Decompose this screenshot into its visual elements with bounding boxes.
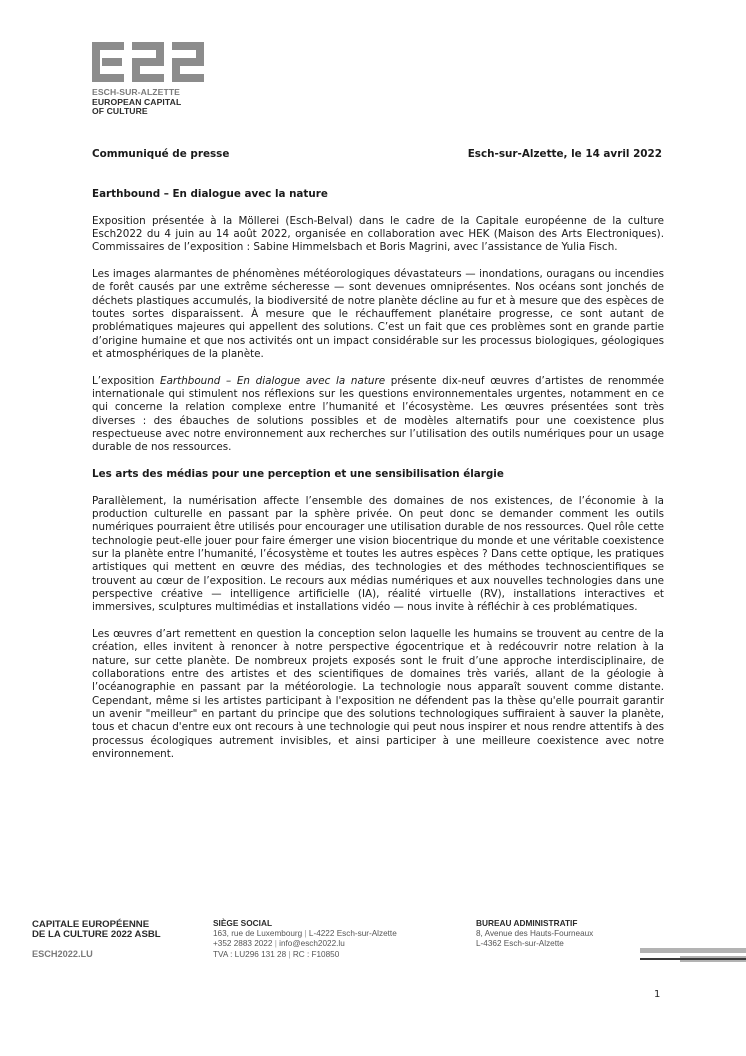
footer-admin-office xyxy=(476,918,593,950)
intro-paragraph: Exposition présentée à la Möllerei (Esch-Belval) dans le cadre de la Capitale européenne de la culture Esch2022 du 4 juin au 14 août 2022, organisée en collaboration avec HEK (Maison des Arts Electroniques). Commissaires de l’exposition : Sabine Himmelsbach et Boris Magrini, avec l’assistance de Yulia Fisch. xyxy=(92,214,664,254)
e22-logo-mark xyxy=(92,42,204,82)
logo-wordmark xyxy=(92,88,212,117)
hq-street: 163, rue de Luxembourg xyxy=(213,928,303,938)
place-and-date: Esch-sur-Alzette, le 14 avril 2022 xyxy=(467,148,662,160)
decorative-stripe xyxy=(640,948,746,953)
paragraph-2-rest: présente dix-neuf œuvres d’artistes de renommée internationale qui stimulent nos réflexions sur les questions environnementales urgentes, notamment en ce qui concerne la relation complexe entre l’humanité et l’écosystème. Les œuvres présentées sont très diverses : des ébauches de solutions possibles et de modèles alternatifs pour une coexistence plus respectueuse avec notre environnement aux recherches sur l’utilisation des outils numériques pour un usage durable de nos ressources. xyxy=(92,374,664,454)
paragraph-2 xyxy=(92,375,664,455)
head-office-title: SIÈGE SOCIAL xyxy=(213,918,273,928)
logo-line-1: ESCH-SUR-ALZETTE xyxy=(92,87,181,97)
paragraph-3: Parallèlement, la numérisation affecte l’ensemble des domaines de nos existences, de l’économie à la production culturelle en passant par la sphère privée. On peut donc se demander comment les outils numériques pourraient être utilisés pour encourager une utilisation durable de nos ressources. Quel rôle cette technologie peut-elle jouer pour faire émerger une vision biocentrique du monde et une véritable coexistence sur la planète entre l’humanité, l’écosystème et toutes les autres espèces ? Dans cette optique, les pratiques artistiques qui mettent en œuvre des médias, des technologies et des méthodes technoscientifiques se trouvent au cœur de l’exposition. Le recours aux médias numériques et aux nouvelles technologies dans une perspective créative — intelligence artificielle (IA), réalité virtuelle (RV), installations interactives et immersives, sculptures multimédias et installations vidéo — nous invite à réfléchir à ces problématiques. xyxy=(92,494,664,614)
logo-line-2: EUROPEAN CAPITAL xyxy=(92,96,182,107)
separator: | xyxy=(288,949,291,959)
document-type: Communiqué de presse xyxy=(92,148,230,160)
separator: | xyxy=(304,928,307,938)
org-name-line-2: DE LA CULTURE 2022 ASBL xyxy=(32,929,161,941)
hq-email[interactable]: info@esch2022.lu xyxy=(279,939,345,949)
org-name-line-1: CAPITALE EUROPÉENNE xyxy=(32,919,150,930)
logo-line-3: OF CULTURE xyxy=(92,106,148,117)
footer-organization xyxy=(32,920,161,959)
admin-office-street: 8, Avenue des Hauts-Fourneaux xyxy=(476,928,594,938)
exhibition-title-italic: Earthbound – En dialogue avec la nature xyxy=(160,374,386,387)
article-title: Earthbound – En dialogue avec la nature xyxy=(92,188,328,200)
article-body xyxy=(92,188,664,775)
hq-city: L-4222 Esch-sur-Alzette xyxy=(308,928,397,938)
section-subtitle: Les arts des médias pour une perception et une sensibilisation élargie xyxy=(92,468,504,481)
paragraph-4: Les œuvres d’art remettent en question la conception selon laquelle les humains se trouvent au centre de la création, elles invitent à renoncer à notre perspective égocentrique et à redécouvrir notre relation à la nature, sur cette planète. De nombreux projets exposés sont le fruit d’une approche interdisciplinaire, de collaborations entre des artistes et des scientifiques de domaines très variés, allant de la géologie à l’océanographie en passant par la météorologie. La technologie nous apparaît souvent comme distante. Cependant, même si les artistes participant à l'exposition ne défendent pas la thèse qu'elle pourrait garantir un avenir "meilleur" en partant du principe que des solutions technologiques suffiraient à sauver la planète, tous et chacun d'entre eux ont recours à une technologie qui peut nous inspirer et nous rendre attentifs à des processus écologiques autrement invisibles, et ainsi participer à une meilleure coexistence avec notre environnement. xyxy=(92,628,664,761)
website-link[interactable]: ESCH2022.LU xyxy=(32,948,93,959)
head-office-contact xyxy=(213,939,397,950)
separator: | xyxy=(274,939,277,949)
footer-head-office xyxy=(213,918,397,960)
hq-phone: +352 2883 2022 xyxy=(213,939,273,949)
esch2022-logo xyxy=(92,42,212,117)
page-number: 1 xyxy=(654,989,661,1000)
admin-office-city: L-4362 Esch-sur-Alzette xyxy=(476,939,564,949)
press-release-header xyxy=(92,148,662,160)
hq-vat: TVA : LU296 131 28 xyxy=(213,949,287,959)
admin-office-title: BUREAU ADMINISTRATIF xyxy=(476,918,578,928)
decorative-stripe-line xyxy=(640,958,746,960)
paragraph-1: Les images alarmantes de phénomènes météorologiques dévastateurs — inondations, ouragans ou incendies de forêt causés par une extrême sécheresse — sont devenues omniprésentes. Nos océans sont jonchés de déchets plastiques accumulés, la biodiversité de notre planète décline au fur et à mesure que des espèces de toutes sortes disparaissent. À mesure que le réchauffement planétaire progresse, ce sont autant de problématiques majeures qui appellent des solutions. C’est un fait que ces problèmes sont en grande partie d’origine humaine et que nos activités ont un impact considérable sur les processus biologiques, géologiques et atmosphériques de la planète. xyxy=(92,267,664,361)
paragraph-2-start: L’exposition xyxy=(92,374,161,387)
head-office-registration xyxy=(213,950,397,961)
head-office-address xyxy=(213,929,397,940)
hq-rc: RC : F10850 xyxy=(292,949,340,959)
